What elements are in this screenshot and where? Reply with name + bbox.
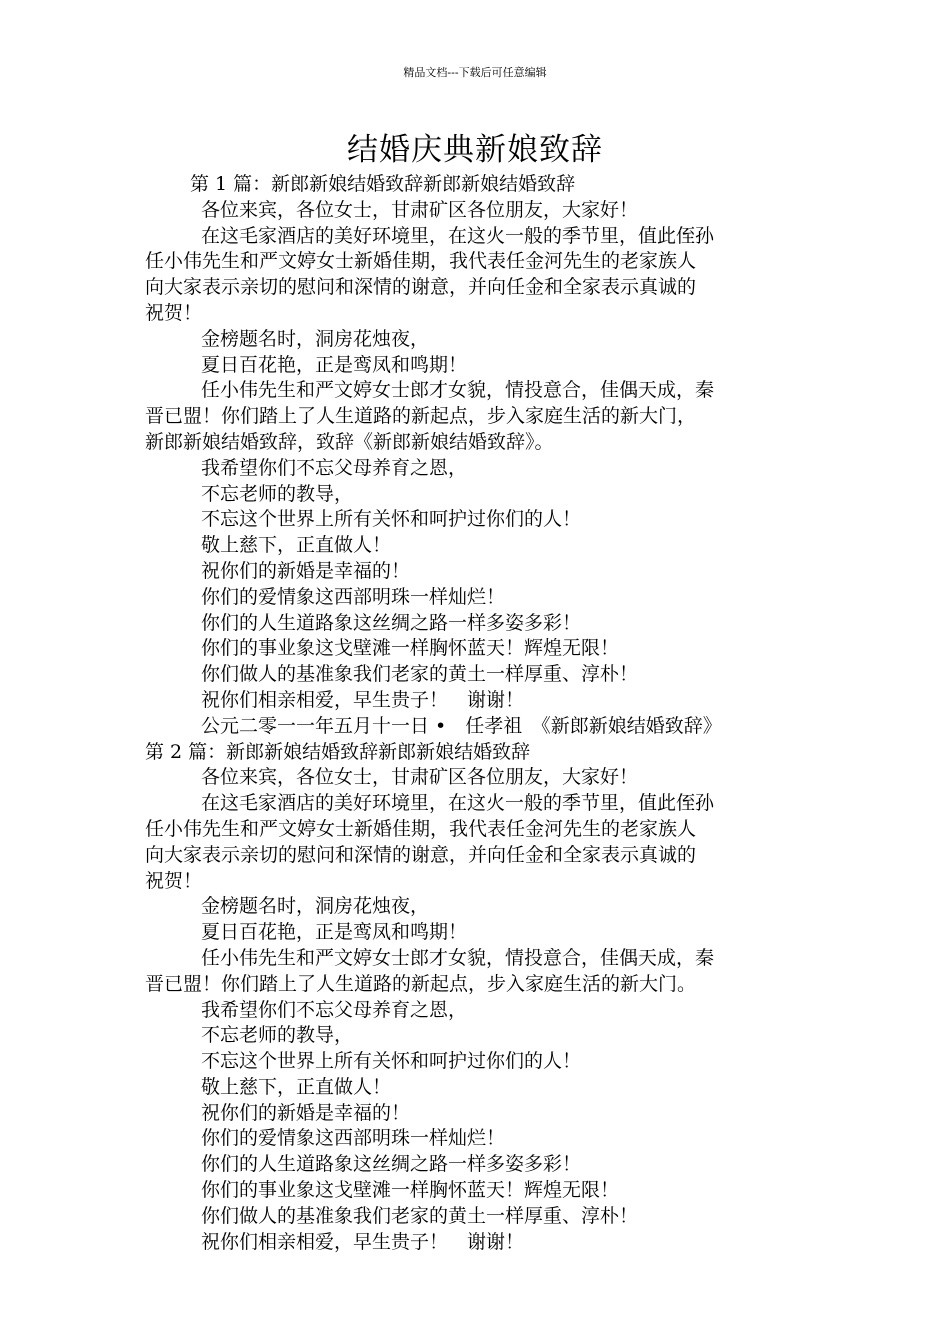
body-line: 祝你们相亲相爱，早生贵子！ 谢谢！	[201, 1230, 525, 1253]
body-line: 敬上慈下，正直做人！	[201, 1075, 392, 1098]
body-line: 祝你们的新婚是幸福的！	[201, 1101, 411, 1124]
body-line: 你们的事业象这戈壁滩一样胸怀蓝天！辉煌无限！	[201, 1179, 620, 1202]
body-line: 第 2 篇：新郎新娘结婚致辞新郎新娘结婚致辞	[145, 740, 531, 763]
body-line: 敬上慈下，正直做人！	[201, 534, 392, 557]
body-line: 你们的爱情象这西部明珠一样灿烂！	[201, 1127, 506, 1150]
body-line: 你们做人的基准象我们老家的黄土一样厚重、淳朴！	[201, 1204, 639, 1227]
body-line: 祝你们相亲相爱，早生贵子！ 谢谢！	[201, 688, 525, 711]
body-line: 晋已盟！你们踏上了人生道路的新起点，步入家庭生活的新大门。	[145, 972, 697, 995]
body-line: 你们的人生道路象这丝绸之路一样多姿多彩！	[201, 1153, 582, 1176]
body-line: 新郎新娘结婚致辞，致辞《新郎新娘结婚致辞》。	[145, 430, 554, 453]
body-line: 各位来宾，各位女士，甘肃矿区各位朋友，大家好！	[201, 198, 639, 221]
body-line: 你们做人的基准象我们老家的黄土一样厚重、淳朴！	[201, 663, 639, 686]
document-title: 结婚庆典新娘致辞	[347, 132, 603, 168]
body-line: 祝你们的新婚是幸福的！	[201, 559, 411, 582]
body-line: 夏日百花艳，正是鸾凤和鸣期！	[201, 353, 468, 376]
body-line: 晋已盟！你们踏上了人生道路的新起点，步入家庭生活的新大门，	[145, 405, 697, 428]
body-line: 各位来宾，各位女士，甘肃矿区各位朋友，大家好！	[201, 766, 639, 789]
body-line: 金榜题名时，洞房花烛夜，	[201, 327, 430, 350]
body-line: 我希望你们不忘父母养育之恩，	[201, 456, 468, 479]
body-line: 任小伟先生和严文婷女士郎才女貌，情投意合，佳偶天成，秦	[201, 379, 715, 402]
body-line: 向大家表示亲切的慰问和深情的谢意，并向任金和全家表示真诚的	[145, 843, 697, 866]
body-line: 夏日百花艳，正是鸾凤和鸣期！	[201, 921, 468, 944]
body-line: 第 1 篇：新郎新娘结婚致辞新郎新娘结婚致辞	[190, 173, 576, 195]
body-line: 不忘这个世界上所有关怀和呵护过你们的人！	[201, 508, 582, 531]
body-line: 不忘这个世界上所有关怀和呵护过你们的人！	[201, 1050, 582, 1073]
document-body	[145, 172, 815, 1255]
body-line: 你们的人生道路象这丝绸之路一样多姿多彩！	[201, 611, 582, 634]
body-line: 向大家表示亲切的慰问和深情的谢意，并向任金和全家表示真诚的	[145, 276, 697, 299]
page-header-note: 精品文档---下载后可任意编辑	[403, 66, 547, 79]
body-line: 不忘老师的教导，	[201, 1024, 354, 1047]
body-line: 祝贺！	[145, 869, 203, 892]
body-line: 在这毛家酒店的美好环境里，在这火一般的季节里，值此侄孙	[201, 224, 715, 247]
body-line: 公元二零一一年五月十一日 • 任孝祖 《新郎新娘结婚致辞》	[201, 714, 722, 737]
body-line: 任小伟先生和严文婷女士新婚佳期，我代表任金河先生的老家族人	[145, 817, 697, 840]
body-line: 你们的爱情象这西部明珠一样灿烂！	[201, 585, 506, 608]
body-line: 金榜题名时，洞房花烛夜，	[201, 895, 430, 918]
body-line: 不忘老师的教导，	[201, 482, 354, 505]
body-line: 任小伟先生和严文婷女士郎才女貌，情投意合，佳偶天成，秦	[201, 946, 715, 969]
body-line: 在这毛家酒店的美好环境里，在这火一般的季节里，值此侄孙	[201, 792, 715, 815]
body-line: 我希望你们不忘父母养育之恩，	[201, 998, 468, 1021]
body-line: 你们的事业象这戈壁滩一样胸怀蓝天！辉煌无限！	[201, 637, 620, 660]
body-line: 任小伟先生和严文婷女士新婚佳期，我代表任金河先生的老家族人	[145, 250, 697, 273]
body-line: 祝贺！	[145, 301, 203, 324]
